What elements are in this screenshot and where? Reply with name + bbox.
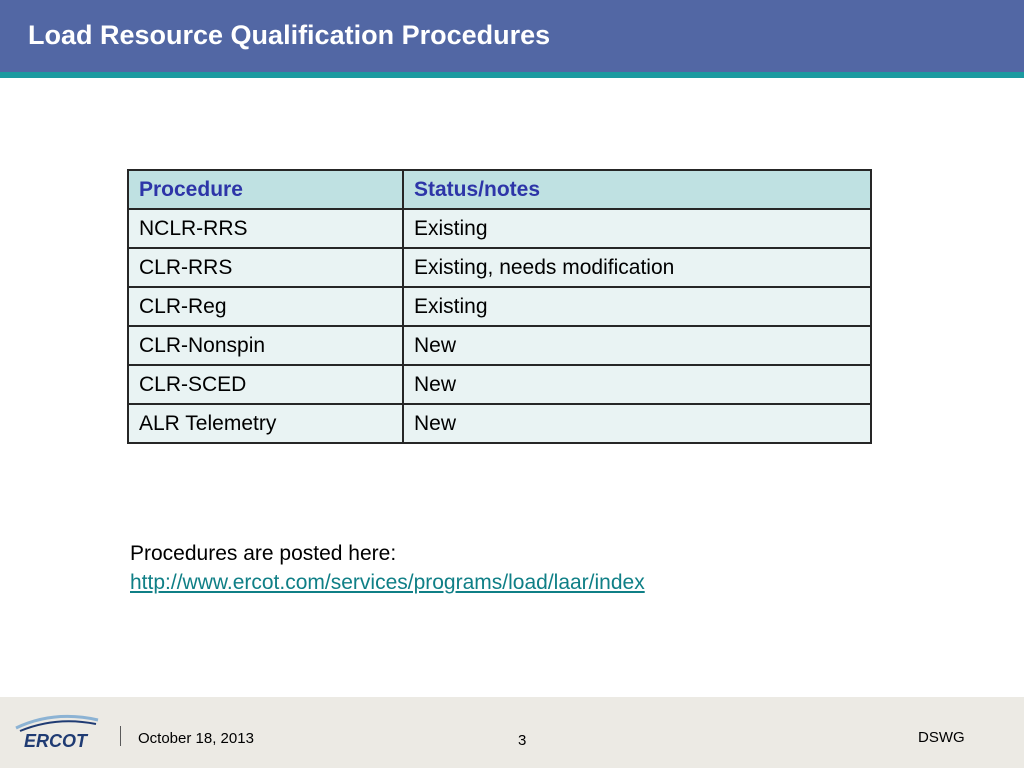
table-header-row: [128, 170, 871, 209]
footer-date: October 18, 2013: [138, 730, 254, 747]
table-row: [128, 287, 871, 326]
status-cell: New: [403, 365, 871, 404]
column-header-status: Status/notes: [403, 170, 871, 209]
procedure-cell: CLR-RRS: [128, 248, 403, 287]
status-cell: Existing: [403, 209, 871, 248]
table-row: [128, 365, 871, 404]
table-row: [128, 404, 871, 443]
page-number: 3: [518, 732, 527, 749]
slide-title: Load Resource Qualification Procedures: [28, 20, 551, 50]
status-cell: New: [403, 404, 871, 443]
status-cell: Existing: [403, 287, 871, 326]
note-text: Procedures are posted here:: [130, 542, 397, 565]
status-cell: Existing, needs modification: [403, 248, 871, 287]
title-bar: [0, 0, 1024, 72]
procedure-cell: CLR-SCED: [128, 365, 403, 404]
column-header-procedure: Procedure: [128, 170, 403, 209]
procedure-cell: CLR-Nonspin: [128, 326, 403, 365]
procedure-cell: CLR-Reg: [128, 287, 403, 326]
footer-org: DSWG: [918, 729, 965, 746]
logo-text: ERCOT: [24, 731, 87, 751]
title-bar-stripe: [0, 72, 1024, 78]
table-row: [128, 326, 871, 365]
procedures-link[interactable]: http://www.ercot.com/services/programs/load/laar/index: [130, 571, 645, 594]
status-cell: New: [403, 326, 871, 365]
procedure-cell: NCLR-RRS: [128, 209, 403, 248]
procedures-note: [130, 539, 645, 597]
ercot-logo-icon: [10, 706, 102, 752]
footer-separator: [120, 726, 121, 746]
procedures-table: [127, 169, 872, 444]
procedure-cell: ALR Telemetry: [128, 404, 403, 443]
table-row: [128, 209, 871, 248]
table-row: [128, 248, 871, 287]
footer: [0, 697, 1024, 768]
